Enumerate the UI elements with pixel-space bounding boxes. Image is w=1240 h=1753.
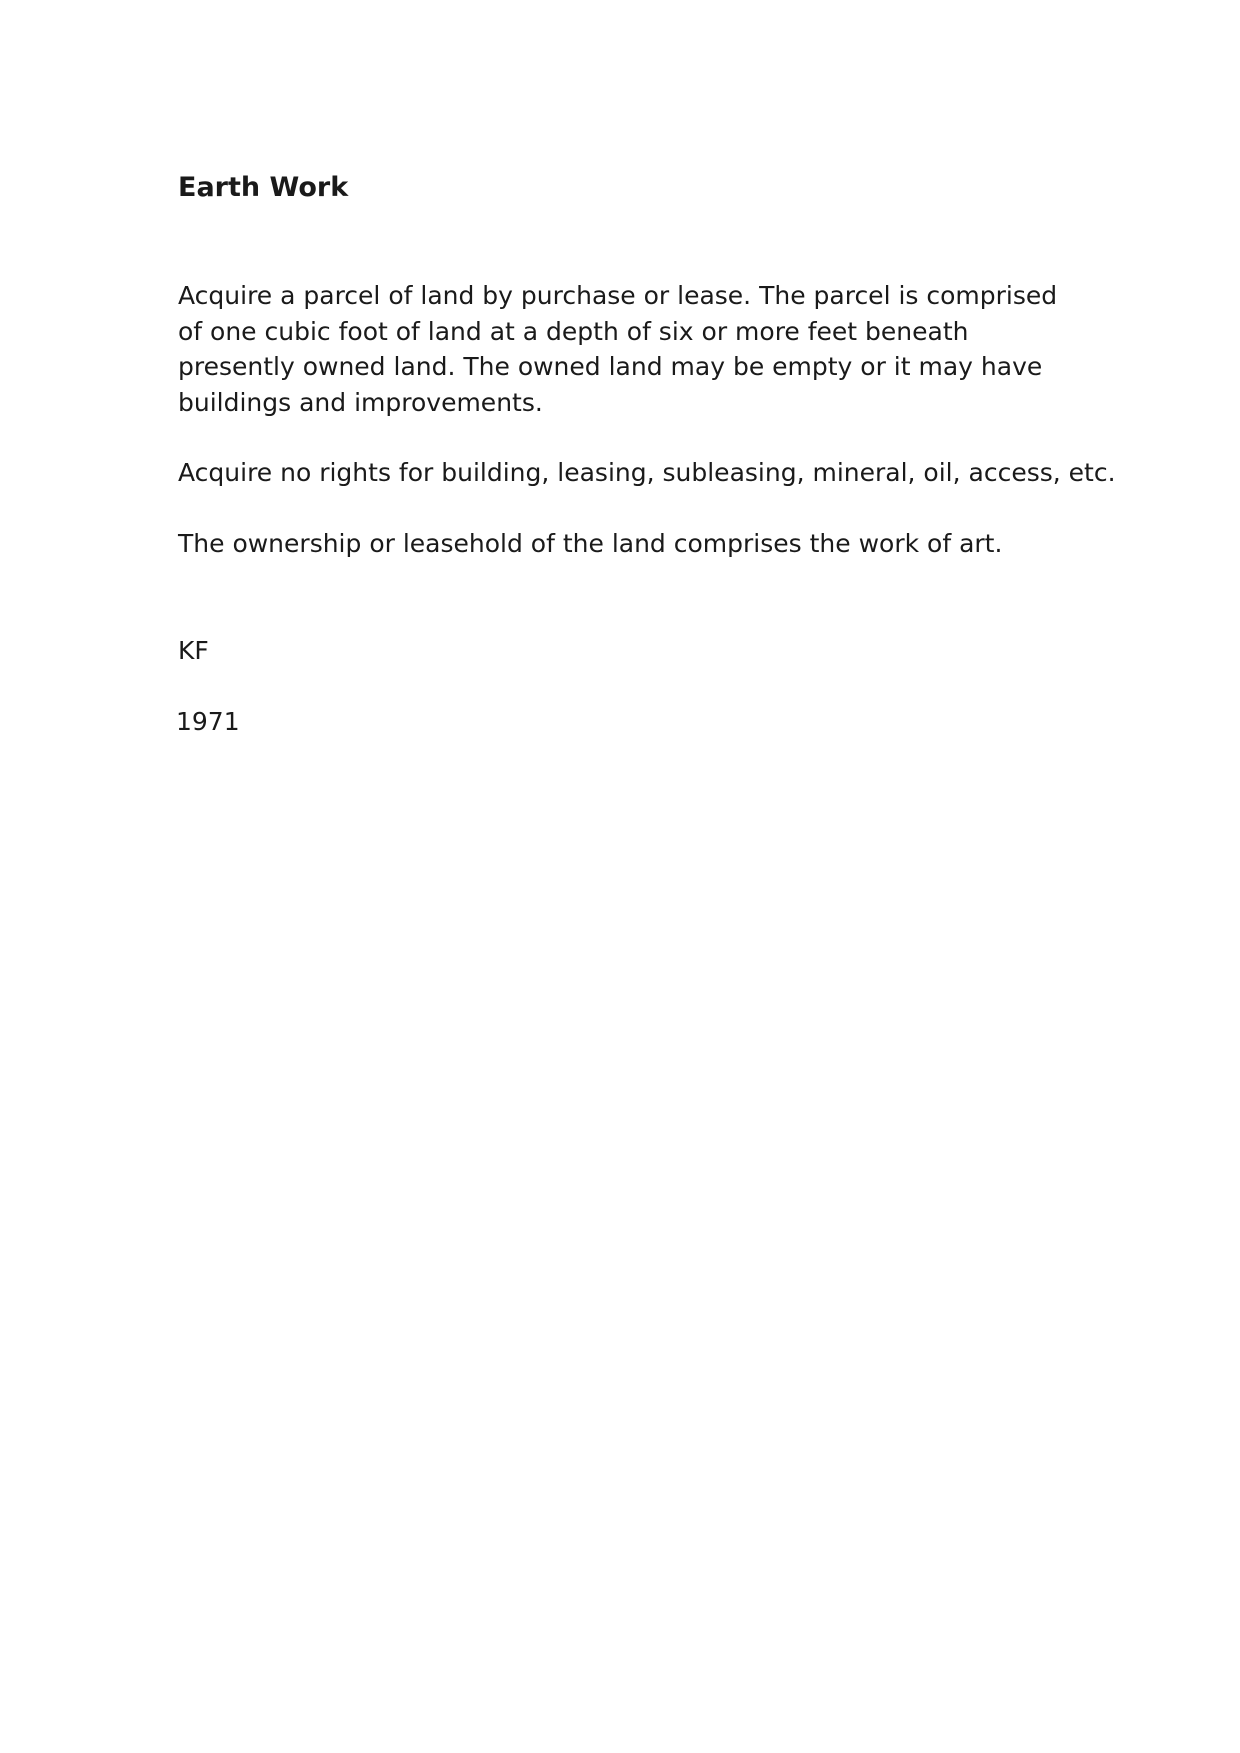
author-initials: KF: [178, 636, 209, 665]
paragraph-acquire-no-rights: Acquire no rights for building, leasing, subleasing, mineral, oil, access, etc.: [178, 458, 1116, 487]
paragraph-ownership: The ownership or leasehold of the land comprises the work of art.: [178, 529, 1003, 558]
paragraph-acquire-parcel: Acquire a parcel of land by purchase or lease. The parcel is comprised of one cubic foot of land at a depth of six or more feet beneath presently owned land. The owned land may be empty or it may have buildings and improvements.: [178, 281, 1058, 417]
document-title: Earth Work: [178, 172, 349, 203]
document-year: 1971: [176, 707, 240, 736]
